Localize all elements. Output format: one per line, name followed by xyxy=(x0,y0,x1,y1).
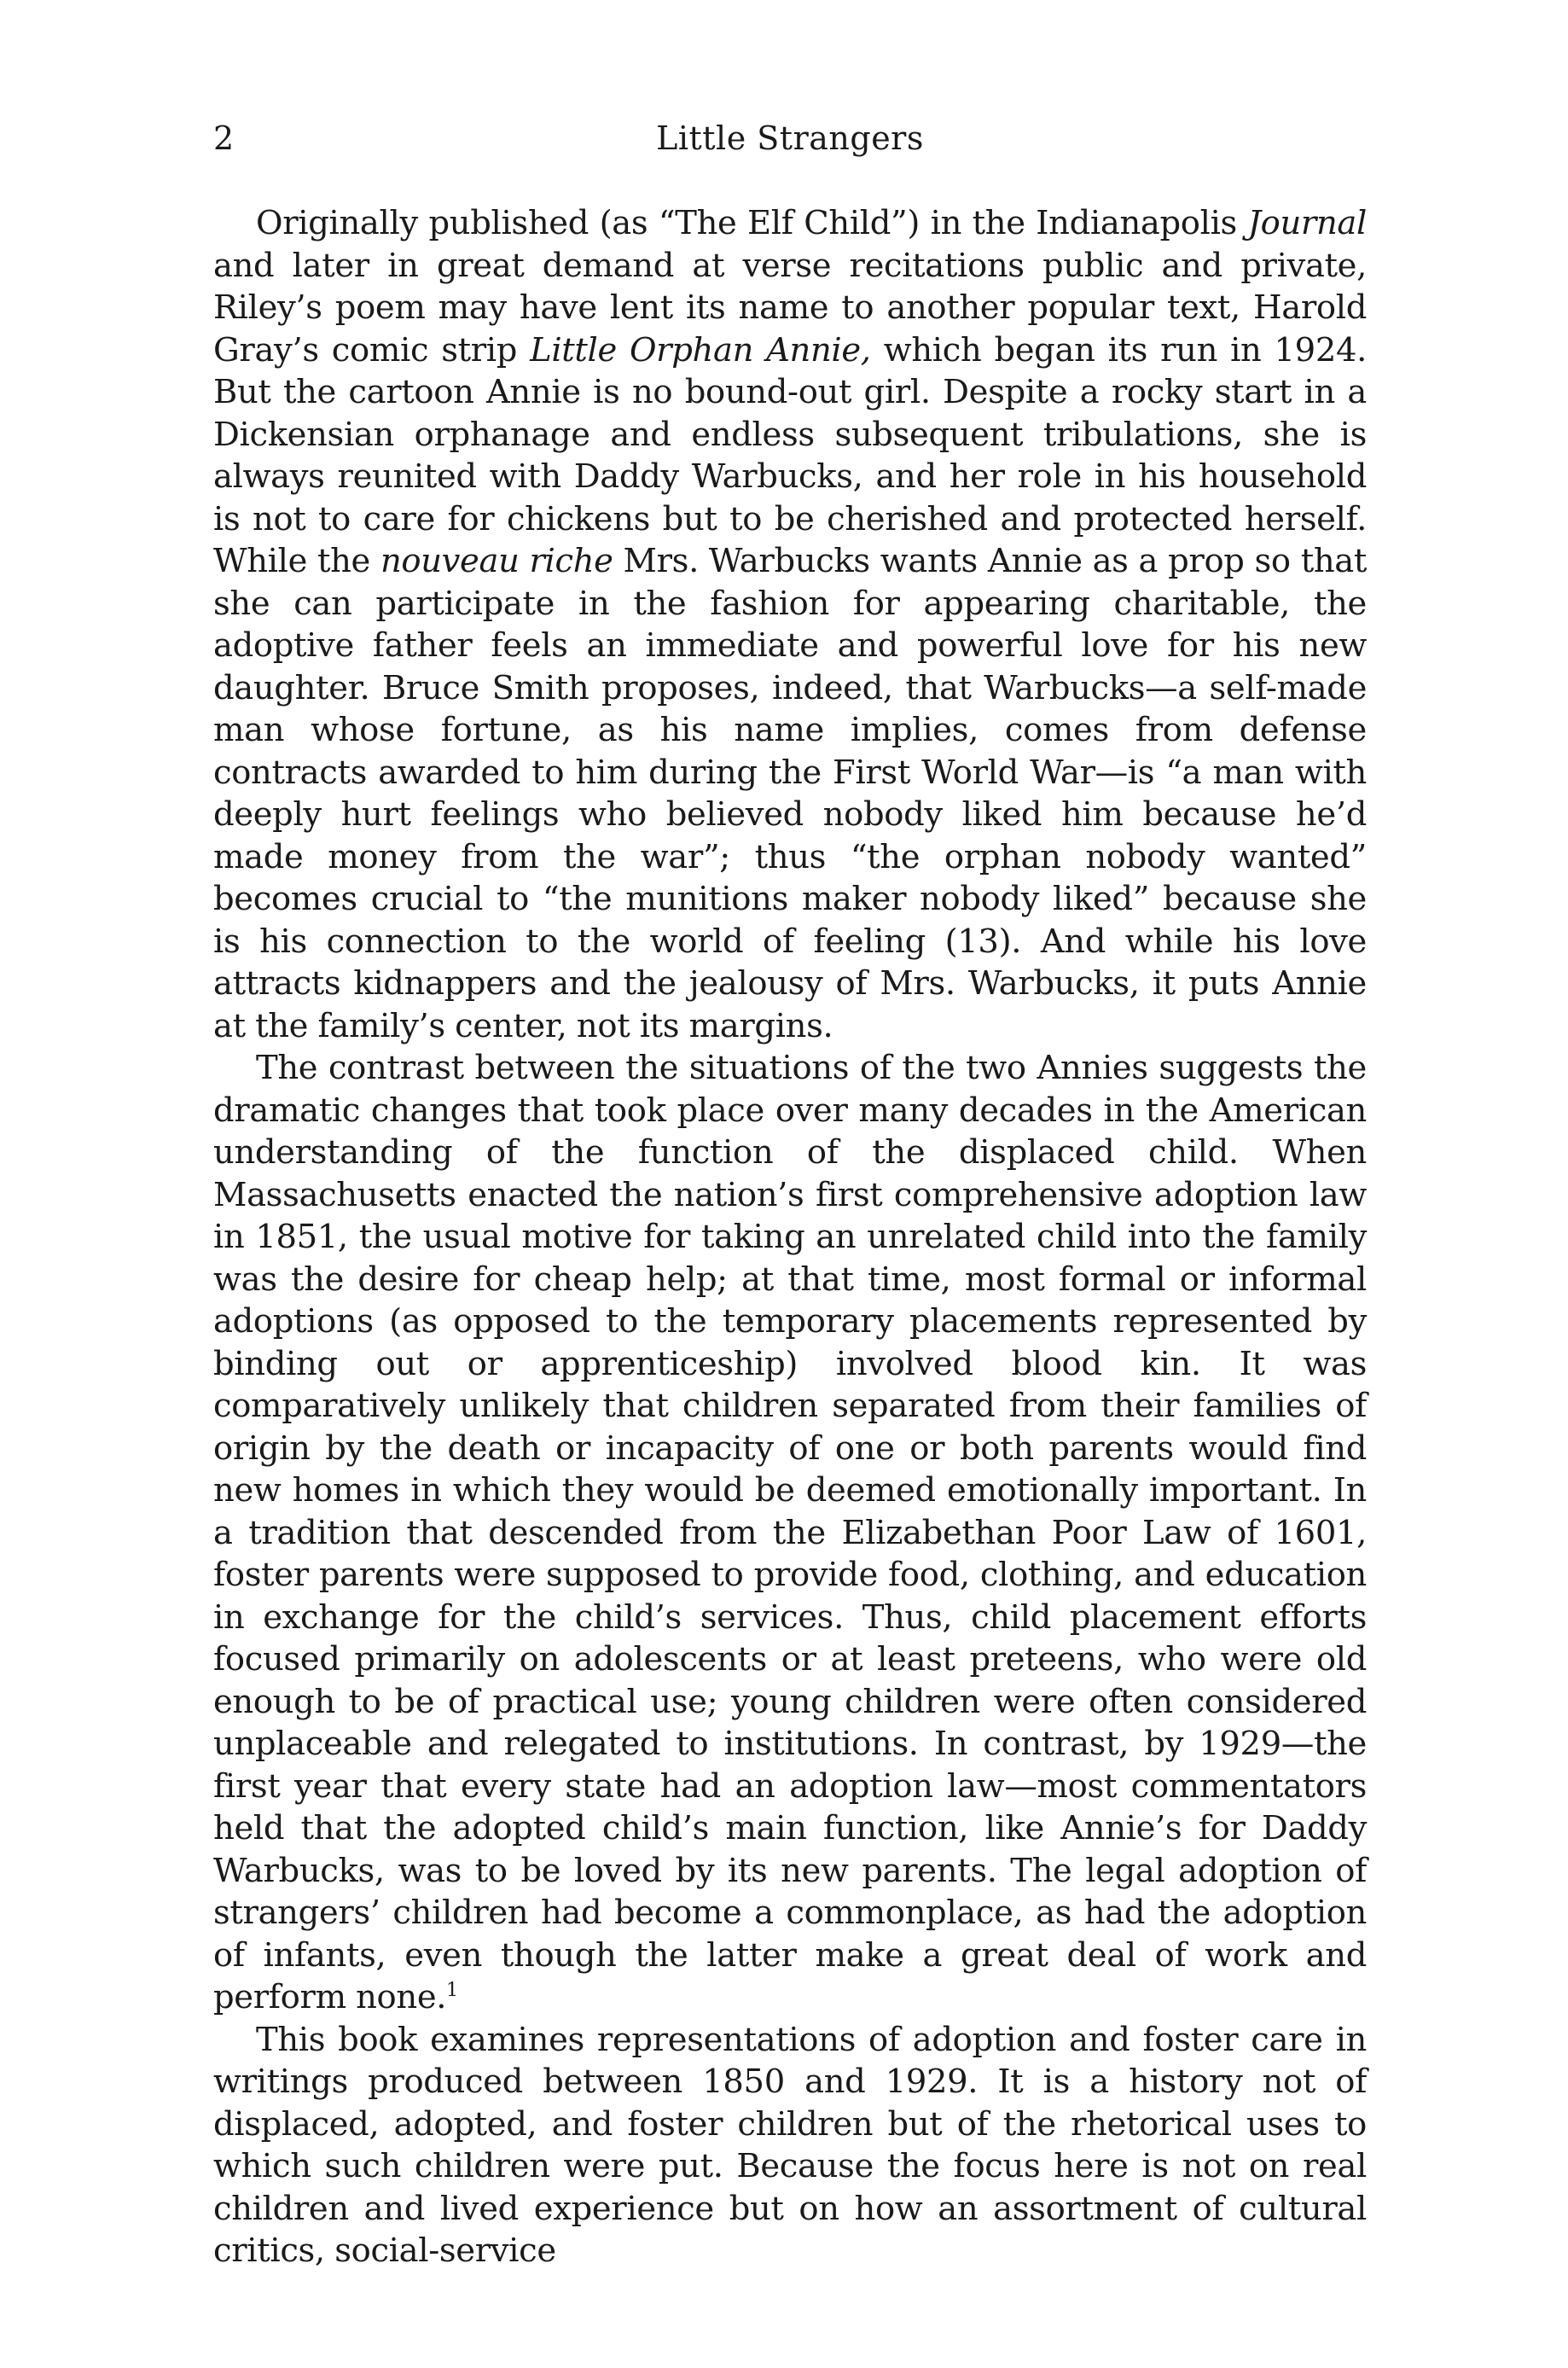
italic-text: Little Orphan Annie, xyxy=(530,330,871,369)
italic-text: Journal xyxy=(1247,204,1367,242)
italic-text: nouveau riche xyxy=(380,542,613,580)
page-number: 2 xyxy=(213,119,235,157)
paragraph xyxy=(213,2019,1367,2272)
text-run: This book examines representations of adoption and foster care in writings produced between 1850 and 1929. It is a history not of displaced, adopted, and foster children but of the rhetorical uses to which such children were put. Because the focus here is not on real children and lived experience but on how an assortment of cultural critics, social-service xyxy=(213,2020,1367,2270)
paragraph xyxy=(213,1047,1367,2019)
running-head xyxy=(213,117,1367,160)
body-text xyxy=(213,202,1367,2272)
text-run: which began its run in 1924. But the cartoon Annie is no bound-out girl. Despite a rocky start in a Dickensian orphanage and endless subsequent tribulations, she is always reunited with Daddy Warbucks, and her role in his household is not to care for chickens but to be cherished and protected herself. While the xyxy=(213,330,1368,580)
book-title: Little Strangers xyxy=(656,119,924,157)
text-run: Mrs. Warbucks wants Annie as a prop so that she can participate in the fashion for appearing charitable, the adoptive father feels an immediate and powerful love for his new daughter. Bruce Smith proposes, indeed, that Warbucks—a self-made man whose fortune, as his name implies, comes from defense contracts awarded to him during the First World War—is “a man with deeply hurt feelings who believed nobody liked him because he’d made money from the war”; thus “the orphan nobody wanted” becomes crucial to “the munitions maker nobody liked” because she is his connection to the world of feeling (13). And while his love attracts kidnappers and the jealousy of Mrs. Warbucks, it puts Annie at the family’s center, not its margins. xyxy=(213,542,1367,1045)
footnote-marker: 1 xyxy=(446,1980,458,2002)
text-run: Originally published (as “The Elf Child”) in the Indianapolis xyxy=(256,204,1248,242)
text-run: and later in great demand at verse recitations public and private, Riley’s poem may have lent its name to another popular text, Harold Gray’s comic strip xyxy=(213,246,1367,369)
paragraph xyxy=(213,202,1367,1047)
text-run: The contrast between the situations of the two Annies suggests the dramatic changes that took place over many decades in the American understanding of the function of the displaced child. When Massachusetts enacted the nation’s first comprehensive adoption law in 1851, the usual motive for taking an unrelated child into the family was the desire for cheap help; at that time, most formal or informal adoptions (as opposed to the temporary placements represented by binding out or apprenticeship) involved blood kin. It was comparatively unlikely that children separated from their families of origin by the death or incapacity of one or both parents would find new homes in which they would be deemed emotionally important. In a tradition that descended from the Elizabethan Poor Law of 1601, foster parents were supposed to provide food, clothing, and education in exchange for the child’s services. Thus, child placement efforts focused primarily on adolescents or at least preteens, who were old enough to be of practical use; young children were often considered unplaceable and relegated to institutions. In contrast, by 1929—the first year that every state had an adoption law—most commentators held that the adopted child’s main function, like Annie’s for Daddy Warbucks, was to be loved by its new parents. The legal adoption of strangers’ children had become a commonplace, as had the adoption of infants, even though the latter make a great deal of work and perform none. xyxy=(213,1049,1367,2016)
